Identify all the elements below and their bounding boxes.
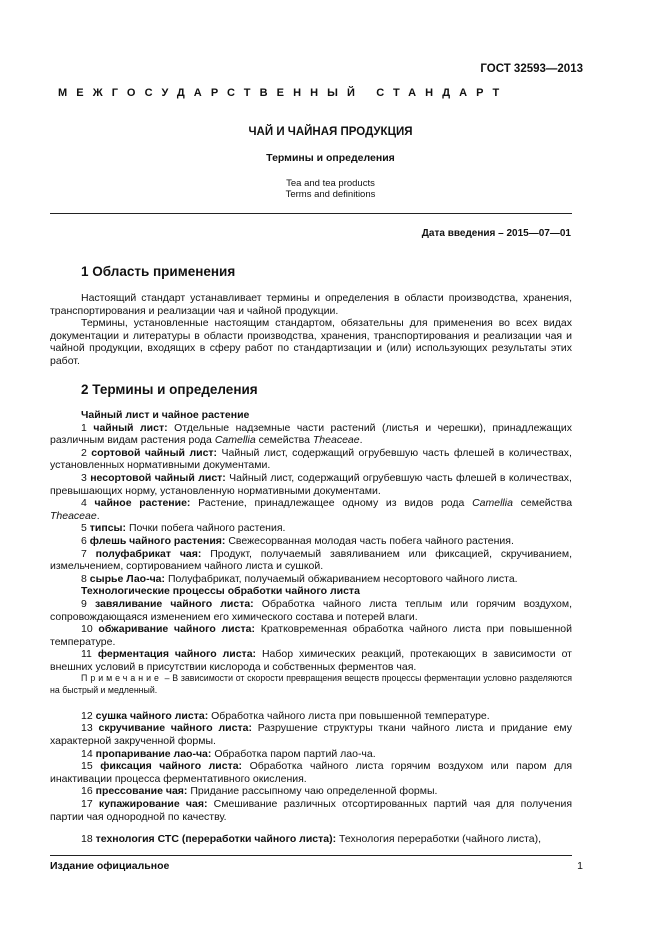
note-text: – В зависимости от скорости превращения веществ процессы ферментации условно разделяются на быстрый и медленный. [50,673,572,695]
title-divider [50,213,572,214]
section-1-paragraph-1: Настоящий стандарт устанавливает термины и определения в области производства, хранения, транспортирования и реализации чая и чайной продукции. [50,292,572,317]
term-18: 18 технология СТС (переработки чайного листа): Технология переработки (чайного листа), [81,833,542,846]
footer-divider [50,855,572,856]
gost-code: ГОСТ 32593—2013 [480,63,583,75]
section-1-paragraph-2: Термины, установленные настоящим стандартом, обязательны для применения во всех видах документации и литературы в области производства, хранения, транспортирования и реализации чая и чайной продукции, входящих в сферу работ по стандартизации и (или) использующих результаты этих работ. [50,317,572,367]
term-8: 8 сырье Лао-ча: Полуфабрикат, получаемый обжариванием несортового чайного листа. [81,572,518,585]
term-11: 11 ферментация чайного листа: Набор химических реакций, протекающих в зависимости от внешних условий в присутствии кислорода и собственных ферментов чая. [50,648,572,673]
english-title: Tea and tea products [286,178,375,189]
section-1-heading: 1 Область применения [81,264,236,279]
section-2-heading: 2 Термины и определения [81,382,258,397]
term-6: 6 флешь чайного растения: Свежесорванная молодая часть побега чайного растения. [81,534,514,547]
official-edition-label: Издание официальное [50,860,170,872]
spacer [50,696,572,710]
term-15: 15 фиксация чайного листа: Обработка чайного листа горячим воздухом или паром для инактивации процесса ферментативного окисления. [50,760,573,785]
document-title: ЧАЙ И ЧАЙНАЯ ПРОДУКЦИЯ [248,126,413,138]
spacer [50,823,572,833]
page-number: 1 [577,860,583,872]
term-5: 5 типсы: Почки побега чайного растения. [81,522,286,535]
term-10: 10 обжаривание чайного листа: Кратковременная обработка чайного листа при повышенной температуре. [50,623,572,648]
note-label: Примечание [81,673,162,684]
term-9: 9 завяливание чайного листа: Обработка чайного листа теплым или горячим воздухом, сопровождающаяся изменением его химического состава и потерей влаги. [50,597,573,623]
term-13: 13 скручивание чайного листа: Разрушение структуры ткани чайного листа и придание ему характерной закрученной формы. [50,722,572,748]
interstate-standard-heading: МЕЖГОСУДАРСТВЕННЫЙ СТАНДАРТ [58,87,509,99]
section-2-body [50,409,572,846]
group-heading-processes: Технологические процессы обработки чайного листа [81,585,360,598]
english-subtitle: Terms and definitions [285,189,376,200]
term-7: 7 полуфабрикат чая: Продукт, получаемый завяливанием или фиксацией, скручиванием, измельчением, сортированием чайного листа и сушкой. [50,547,572,573]
document-subtitle: Термины и определения [266,152,395,164]
term-3: 3 несортовой чайный лист: Чайный лист, содержащий огрубевшую часть флешей в количествах, превышающих норму, установленную нормативными документами. [50,471,572,497]
introduction-date: Дата введения – 2015—07—01 [421,228,571,239]
note [50,673,572,695]
group-heading-tea-leaf: Чайный лист и чайное растение [81,409,250,421]
term-16: 16 прессование чая: Придание рассыпному чаю определенной формы. [81,785,438,798]
term-14: 14 пропаривание лао-ча: Обработка паром партий лао-ча. [81,747,376,760]
term-12: 12 сушка чайного листа: Обработка чайного листа при повышенной температуре. [81,709,490,722]
term-2: 2 сортовой чайный лист: Чайный лист, содержащий огрубевшую часть флешей в количествах, установленных нормативными документами. [50,446,572,472]
term-4: 4 чайное растение: Растение, принадлежащее одному из видов рода Camellia семейства Theaceae. [50,497,573,522]
term-17: 17 купажирование чая: Смешивание различных отсортированных партий чая для получения партии чая однородной по качеству. [50,798,572,823]
section-1-body [50,292,572,368]
term-1: 1 чайный лист: Отдельные надземные части растений (листья и черешки), принадлежащих различным видам растения рода Camellia семейства Theaceae. [50,421,572,447]
